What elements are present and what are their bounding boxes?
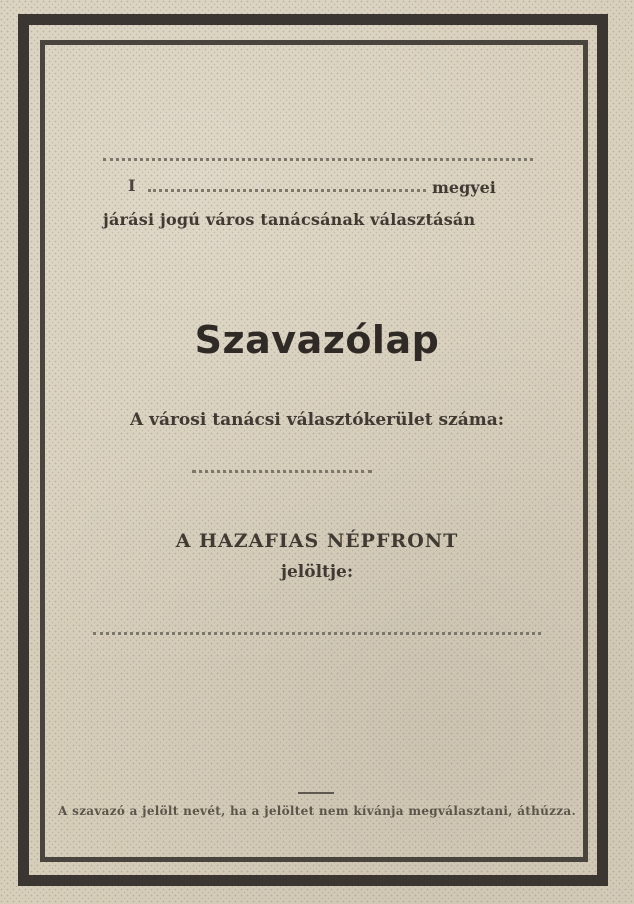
district-label: A városi tanácsi választókerület száma: — [129, 410, 505, 430]
top-dotted-line — [103, 158, 533, 161]
district-number-line — [192, 470, 372, 473]
county-prefix: I — [128, 176, 136, 195]
ballot-title: Szavazólap — [194, 318, 440, 362]
inner-border — [40, 40, 588, 862]
front-name: A HAZAFIAS NÉPFRONT — [175, 530, 459, 552]
candidate-name-line — [93, 632, 541, 635]
candidate-label: jelöltje: — [280, 562, 354, 582]
county-fill-line — [148, 189, 426, 192]
footer-note: A szavazó a jelölt nevét, ha a jelöltet nem kívánja megválasztani, áthúzza. — [58, 804, 576, 818]
election-heading: járási jogú város tanácsának választásán — [103, 210, 476, 229]
county-suffix: megyei — [432, 178, 496, 197]
footer-rule — [298, 792, 334, 794]
